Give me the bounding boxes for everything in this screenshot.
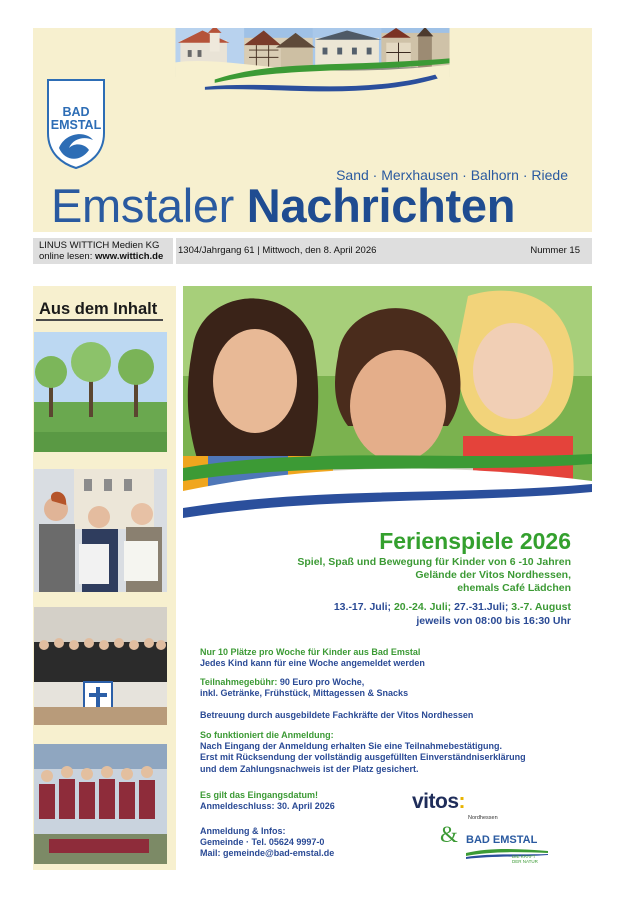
registration-line-2: Erst mit Rücksendung der vollständig ausgefüllten Einverständniserklärung <box>200 752 526 763</box>
officials-photo <box>34 469 167 592</box>
sidebar-heading-rule <box>36 319 163 321</box>
article-venue-former: ehemals Café Lädchen <box>457 582 571 594</box>
article-headline: Ferienspiele 2026 <box>379 528 571 554</box>
orchard-photo <box>34 332 167 452</box>
children-hero-photo <box>183 286 592 542</box>
online-read-line <box>39 251 163 262</box>
fee-info <box>200 677 580 699</box>
session-dates <box>183 601 571 613</box>
places-limit: Nur 10 Plätze pro Woche für Kinder aus Bad Emstal <box>200 647 421 657</box>
publisher-block <box>39 240 163 262</box>
vitos-wordmark: vitos <box>412 790 459 813</box>
contact-email[interactable]: Mail: gemeinde@bad-emstal.de <box>200 848 335 859</box>
thumbnail-orchard[interactable] <box>34 332 167 452</box>
vitos-logo <box>412 790 465 814</box>
contents-sidebar <box>33 286 176 870</box>
info-bar-divider <box>173 238 176 264</box>
thumbnail-officials-maps[interactable] <box>34 469 167 592</box>
bad-emstal-logo: BAD EMSTAL <box>466 834 538 846</box>
title-bold-part: Nachrichten <box>246 179 516 232</box>
date-week-3: 27.-31.Juli; <box>454 601 509 613</box>
bad-emstal-crest <box>45 78 107 170</box>
session-times: jeweils von 08:00 bis 16:30 Uhr <box>416 615 571 627</box>
date-week-4: 3.-7. August <box>511 601 571 613</box>
localities-line: Sand · Merxhausen · Balhorn · Riede <box>336 167 568 183</box>
crest-label-emstal: EMSTAL <box>50 118 102 132</box>
publisher-name: LINUS WITTICH Medien KG <box>39 240 160 251</box>
thumbnail-sports-team[interactable] <box>34 744 167 864</box>
places-note: Jedes Kind kann für eine Woche angemeldet werden <box>200 658 425 669</box>
fee-label: Teilnahmegebühr: <box>200 677 278 687</box>
vitos-dot-icon: : <box>458 790 466 813</box>
date-week-1: 13.-17. Juli; <box>333 601 392 613</box>
registration-title: So funktioniert die Anmeldung: <box>200 730 334 740</box>
care-info <box>200 710 580 721</box>
deadline-note: Es gilt das Eingangsdatum! <box>200 790 319 800</box>
deadline-info <box>200 790 580 812</box>
newspaper-title <box>51 178 515 232</box>
places-info <box>200 647 580 669</box>
issue-number: Nummer 15 <box>530 245 580 256</box>
care-line: Betreuung durch ausgebildete Fachkräfte der Vitos Nordhessen <box>200 710 474 720</box>
sidebar-heading: Aus dem Inhalt <box>39 300 158 318</box>
fee-amount: 90 Euro pro Woche, <box>279 677 365 687</box>
children-photo <box>183 286 592 542</box>
publisher-url-link[interactable]: www.wittich.de <box>95 251 164 262</box>
thumbnail-confirmation-group[interactable] <box>34 607 167 725</box>
sports-team-photo <box>34 744 167 864</box>
logo-ampersand: & <box>440 822 458 847</box>
contact-phone[interactable]: Gemeinde · Tel. 05624 9997-0 <box>200 837 325 848</box>
town-photo-collage <box>33 28 592 128</box>
bad-emstal-tagline: DIE KRAFT DER NATUR <box>512 854 538 864</box>
article-subline: Spiel, Spaß und Bewegung für Kinder von 6 -10 Jahren <box>297 556 571 568</box>
title-light-part: Emstaler <box>51 179 235 232</box>
deadline-date: Anmeldeschluss: 30. April 2026 <box>200 801 335 812</box>
contact-title: Anmeldung & Infos: <box>200 826 286 836</box>
article-venue: Gelände der Vitos Nordhessen, <box>415 569 571 581</box>
church-group-photo <box>34 607 167 725</box>
issue-info-bar <box>33 238 592 264</box>
online-prefix: online lesen: <box>39 251 93 262</box>
registration-line-3: und dem Zahlungsnachweis ist der Platz gesichert. <box>200 763 419 774</box>
crest-label-bad: BAD <box>62 105 90 119</box>
fee-detail: inkl. Getränke, Frühstück, Mittagessen & Snacks <box>200 688 409 699</box>
date-week-2: 20.-24. Juli; <box>393 601 452 613</box>
registration-line-1: Nach Eingang der Anmeldung erhalten Sie eine Teilnahmebestätigung. <box>200 741 503 752</box>
masthead <box>33 28 592 232</box>
issue-details: 1304/Jahrgang 61 | Mittwoch, den 8. April 2026 <box>178 245 377 256</box>
vitos-subtitle: Nordhessen <box>468 815 498 821</box>
registration-info <box>200 730 580 775</box>
